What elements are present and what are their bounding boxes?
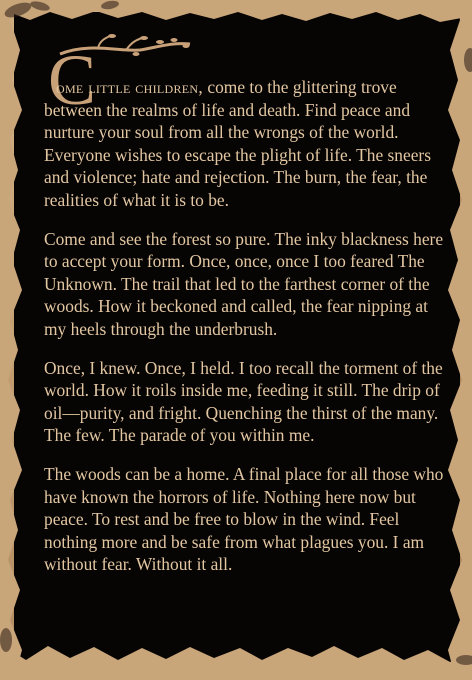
drop-cap-letter: C [48,40,97,112]
paragraph-1 [44,76,444,212]
opening-phrase: ome little children, [56,77,204,97]
story-text [44,76,444,592]
paragraph-3: Once, I knew. Once, I held. I too recall the torment of the world. How it roils inside me, feeding it still. The drip of oil—purity, and fright. Quenching the thirst of the many. The few. The parade of you within me. [44,357,443,446]
paragraph-1-text: come to the glittering trove between the realms of life and death. Find peace and nurture your soul from all the wrongs of the world. Everyone wishes to escape the plight of life. The sneers and violence; hate and rejection. The burn, the fear, the realities of what it is to be. [44,77,431,210]
paragraph-2: Come and see the forest so pure. The inky blackness here to accept your form. Once, once, once I too feared The Unknown. The trail that led to the farthest corner of the woods. How it beckoned and called, the fear nipping at my heels through the underbrush. [44,228,444,339]
paragraph-4: The woods can be a home. A final place for all those who have known the horrors of life. Nothing here now but peace. To rest and be free to blow in the wind. Feel nothing more and be safe from what plagues you. I am without fear. Without it all. [44,463,444,575]
